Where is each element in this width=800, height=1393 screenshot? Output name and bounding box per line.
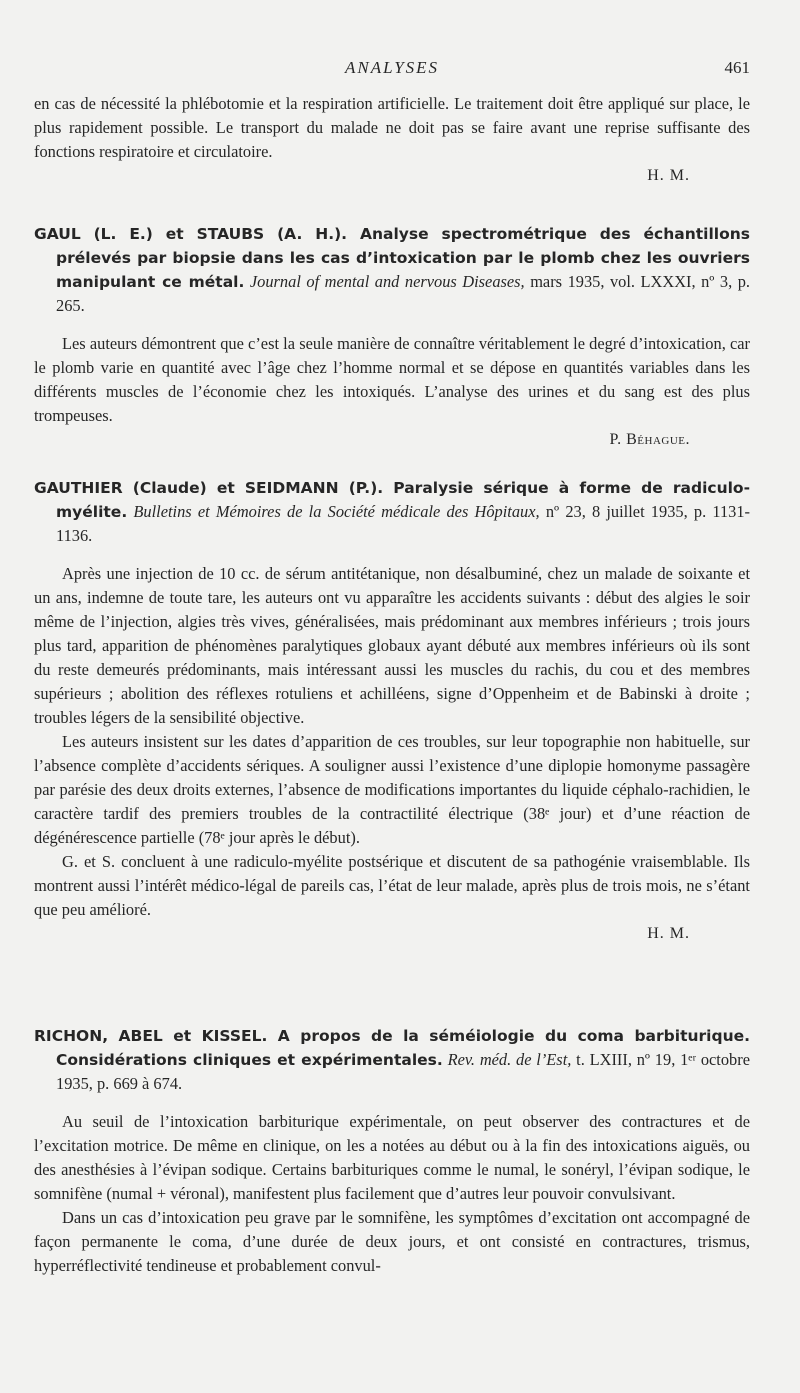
intro-paragraph: en cas de nécessité la phlébotomie et la respiration artificielle. Le traitement doit être appliqué sur place, le plus rapidement possible. Le transport du malade ne doit pas se faire avant une reprise suffisante des fonctions respiratoire et circulatoire. (34, 94, 750, 161)
entry-title: RICHON, ABEL et KISSEL. A propos de la séméiologie du coma barbiturique. Considérations cliniques et expérimentales. (34, 1027, 750, 1069)
entry-signature: H. M. (647, 925, 690, 942)
entry-heading (34, 476, 750, 548)
running-header (34, 58, 750, 82)
entry-paragraph: G. et S. concluent à une radiculo-myélite postsérique et discutent de sa pathogénie vraisemblable. Ils montrent aussi l’intérêt médico-légal de pareils cas, l’état de leur malade, après plus de trois mois, ne s’étant que peu amélioré. (34, 852, 750, 919)
entry-source: Journal of mental and nervous Diseases, (249, 272, 525, 291)
entry-heading (34, 1024, 750, 1096)
entry-signature: P. Béhague. (609, 431, 690, 448)
entry-paragraph: Les auteurs démontrent que c’est la seule manière de connaître véritablement le degré d’intoxication, car le plomb varie en quantité avec l’âge chez l’homme normal et se dépose en quantités variables dans les différents muscles de l’économie chez les intoxiqués. L’analyse des urines et du sang est des plus trompeuses. (34, 334, 750, 425)
entry-source: Rev. méd. de l’Est, (447, 1050, 572, 1069)
entry-paragraph: Les auteurs insistent sur les dates d’apparition de ces troubles, sur leur topographie non habituelle, sur l’absence complète d’accidents sériques. A souligner aussi l’existence d’une diplopie homonyme passagère par parésie des deux droits externes, l’absence de modifications importantes du liquide céphalo-rachidien, le caractère tardif des premiers troubles de la contractilité électrique (38ᵉ jour) et d’une réaction de dégénérescence partielle (78ᵉ jour après le début). (34, 732, 750, 847)
entry-paragraph: Au seuil de l’intoxication barbiturique expérimentale, on peut observer des contractures et de l’excitation motrice. De même en clinique, on les a notées au début ou à la fin des intoxications aiguës, ou des anesthésies à l’évipan sodique. Certains barbituriques comme le numal, le sonéryl, l’évipan sodique, le somnifène (numal + véronal), manifestent plus facilement que d’autres leur pouvoir convulsivant. (34, 1112, 750, 1203)
entry-source-details: mars 1935, vol. LXXXI, nº 3, p. 265. (56, 272, 750, 315)
entry-gauthier (34, 476, 750, 946)
entry-paragraph: Après une injection de 10 cc. de sérum antitétanique, non désalbuminé, chez un malade de soixante et un ans, indemne de toute tare, les auteurs ont vu apparaître les accidents suivants : début des algies le soir même de l’injection, algies très vives, généralisées, mais prédominant aux membres inférieurs ; trois jours plus tard, apparition de phénomènes paralytiques globaux ayant débuté aux membres inférieurs où ils sont du reste demeurés prédominants, mais intéressant aussi les muscles du rachis, du cou et des membres supérieurs ; abolition des réflexes rotuliens et achilléens, signe d’Oppenheim et de Babinski à droite ; troubles légers de la sensibilité objective. (34, 564, 750, 727)
entry-title: GAUL (L. E.) et STAUBS (A. H.). Analyse spectrométrique des échantillons prélevés par biopsie dans les cas d’intoxication par le plomb chez les ouvriers manipulant ce métal. (34, 225, 750, 291)
intro-signature: H. M. (647, 167, 690, 184)
entry-source-details: t. LXIII, nº 19, 1ᵉʳ octobre 1935, p. 669 à 674. (56, 1050, 750, 1093)
entry-title: GAUTHIER (Claude) et SEIDMANN (P.). Paralysie sérique à forme de radiculo-myélite. (34, 479, 750, 521)
entry-source-details: nº 23, 8 juillet 1935, p. 1131-1136. (56, 502, 750, 545)
entry-heading (34, 222, 750, 318)
intro-section (34, 92, 750, 188)
entry-source: Bulletins et Mémoires de la Société médicale des Hôpitaux, (133, 502, 540, 521)
entry-gaul (34, 222, 750, 452)
entry-richon (34, 1024, 750, 1278)
entry-paragraph: Dans un cas d’intoxication peu grave par le somnifène, les symptômes d’excitation ont accompagné de façon permanente le coma, d’une durée de deux jours, et ont consisté en contractures, trismus, hyperréflectivité tendineuse et probablement convul- (34, 1208, 750, 1275)
running-title: ANALYSES (344, 58, 440, 77)
page-number: 461 (724, 58, 750, 77)
